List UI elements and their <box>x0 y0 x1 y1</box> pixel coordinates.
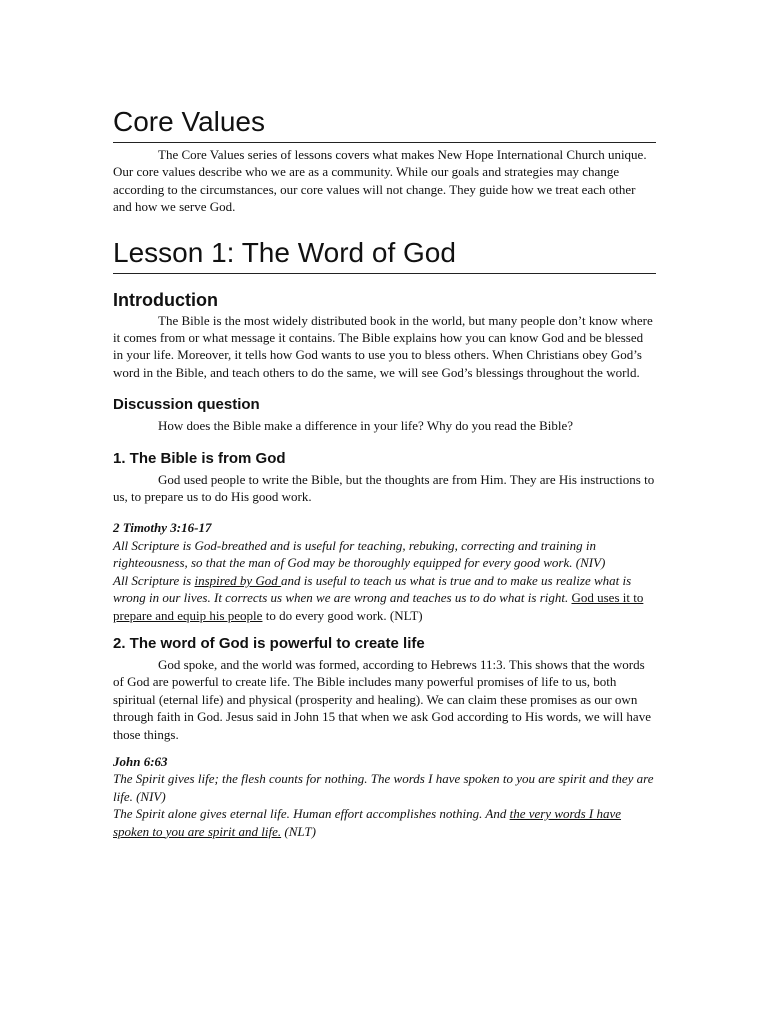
section2-reference: John 6:63 <box>113 753 168 769</box>
introduction-text: The Bible is the most widely distributed book in the world, but many people don’t know where it comes from or what message it contains. The Bible explains how you can know God and be blessed in your life. Moreover, it tells how God wants to use you to bless others. When Christians obey God’s word in the Bible, and teach others to do the same, we will see God’s blessings throughout the world. <box>113 312 653 380</box>
nlt-text-part: to do every good work. (NLT) <box>262 607 423 623</box>
introduction-heading: Introduction <box>113 289 218 310</box>
nlt-underline-spirit-life: the very words I have spoken to you are spirit and life. <box>113 806 622 839</box>
lesson-title: Lesson 1: The Word of God <box>113 235 656 274</box>
discussion-text: How does the Bible make a difference in your life? Why do you read the Bible? <box>158 418 574 434</box>
section1-nlt-quote <box>113 572 656 624</box>
core-values-intro: The Core Values series of lessons covers what makes New Hope International Church unique. Our core values describe who we are as a community. While our goals and strategies may change according to the circumstances, our core values will not change. They guide how we treat each other and how we serve God. <box>113 147 647 215</box>
section1-niv-quote: All Scripture is God-breathed and is useful for teaching, rebuking, correcting and training in righteousness, so that the man of God may be thoroughly equipped for every good work. (NIV) <box>113 537 606 571</box>
section2-text: God spoke, and the world was formed, according to Hebrews 11:3. This shows that the words of God are powerful to create life. The Bible includes many powerful promises of life to us, both spiritual (eternal life) and physical (prosperity and healing). We can claim these promises as our own through faith in God. Jesus said in John 15 that when we ask God according to His words, we will have those things. <box>113 656 651 742</box>
nlt-text-part: (NLT) <box>281 823 316 839</box>
section2-nlt-quote <box>113 805 656 840</box>
document-page <box>113 104 656 840</box>
nlt-underline-equip: God uses it to prepare and equip his people <box>113 590 644 623</box>
nlt-text-part: and is useful to teach us what is true and to make us realize what is wrong in our lives. It corrects us when we are wrong and teaches us to do what is right. <box>113 572 632 606</box>
section2-heading: 2. The word of God is powerful to create life <box>113 634 425 652</box>
nlt-text-part: The Spirit alone gives eternal life. Human effort accomplishes nothing. And <box>113 806 510 822</box>
nlt-underline-inspired: inspired by God <box>194 572 282 588</box>
section1-text: God used people to write the Bible, but the thoughts are from Him. They are His instructions to us, to prepare us to do His good work. <box>113 471 655 505</box>
core-values-title: Core Values <box>113 104 656 143</box>
section2-niv-quote: The Spirit gives life; the flesh counts for nothing. The words I have spoken to you are spirit and they are life. (NIV) <box>113 771 654 804</box>
section1-heading: 1. The Bible is from God <box>113 449 286 467</box>
nlt-text-part: All Scripture is <box>113 572 195 588</box>
section1-reference: 2 Timothy 3:16-17 <box>113 520 212 536</box>
discussion-heading: Discussion question <box>113 396 260 414</box>
